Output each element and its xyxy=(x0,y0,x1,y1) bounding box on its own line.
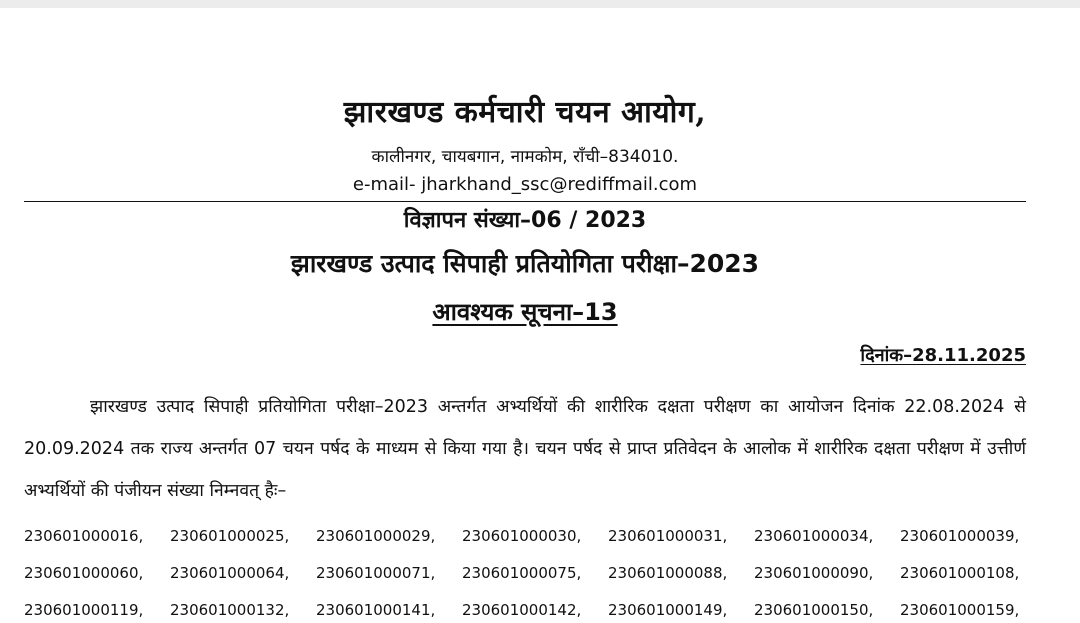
registration-number: 230601000030, xyxy=(462,526,582,545)
notice-date: दिनांक–28.11.2025 xyxy=(860,345,1026,366)
registration-number: 230601000075, xyxy=(462,563,582,582)
table-row xyxy=(24,517,1026,554)
exam-title: झारखण्ड उत्पाद सिपाही प्रतियोगिता परीक्षा–2023 xyxy=(290,249,760,278)
table-row xyxy=(24,591,1026,623)
registration-number: 230601000031, xyxy=(608,526,728,545)
registration-number: 230601000060, xyxy=(24,563,144,582)
registration-number: 230601000150, xyxy=(754,600,874,619)
registration-number: 230601000149, xyxy=(608,600,728,619)
advertisement-number: विज्ञापन संख्या–06 / 2023 xyxy=(403,208,647,233)
registration-number: 230601000132, xyxy=(170,600,290,619)
registration-number: 230601000142, xyxy=(462,600,582,619)
registration-number: 230601000088, xyxy=(608,563,728,582)
notice-heading-wrap xyxy=(24,297,1026,327)
registration-number: 230601000141, xyxy=(316,600,436,619)
header-divider xyxy=(24,201,1026,202)
table-row xyxy=(24,554,1026,591)
registration-number: 230601000159, xyxy=(900,600,1020,619)
registration-number: 230601000119, xyxy=(24,600,144,619)
registration-number: 230601000039, xyxy=(900,526,1020,545)
registration-number: 230601000016, xyxy=(24,526,144,545)
registration-number: 230601000025, xyxy=(170,526,290,545)
top-bar xyxy=(0,0,1080,8)
notice-heading: आवश्यक सूचना–13 xyxy=(432,298,618,326)
organization-email: e-mail- jharkhand_ssc@rediffmail.com xyxy=(352,174,698,195)
registration-number: 230601000029, xyxy=(316,526,436,545)
registration-number: 230601000034, xyxy=(754,526,874,545)
notice-paragraph: झारखण्ड उत्पाद सिपाही प्रतियोगिता परीक्षा–2023 अन्तर्गत अभ्यर्थियों की शारीरिक दक्षता परीक्षण का आयोजन दिनांक 22.08.2024 से 20.09.2024 तक राज्य अन्तर्गत 07 चयन पर्षद के माध्यम से किया गया है। चयन पर्षद से प्राप्त प्रतिवेदन के आलोक में शारीरिक दक्षता परीक्षण में उत्तीर्ण अभ्यर्थियों की पंजीयन संख्या निम्नवत् हैः– xyxy=(24,397,1026,501)
registration-number: 230601000090, xyxy=(754,563,874,582)
registration-number-table xyxy=(24,517,1026,623)
organization-title: झारखण्ड कर्मचारी चयन आयोग, xyxy=(343,95,707,130)
organization-address: कालीनगर, चायबगान, नामकोम, राँची–834010. xyxy=(371,147,679,167)
registration-number: 230601000108, xyxy=(900,563,1020,582)
registration-number: 230601000071, xyxy=(316,563,436,582)
registration-number: 230601000064, xyxy=(170,563,290,582)
